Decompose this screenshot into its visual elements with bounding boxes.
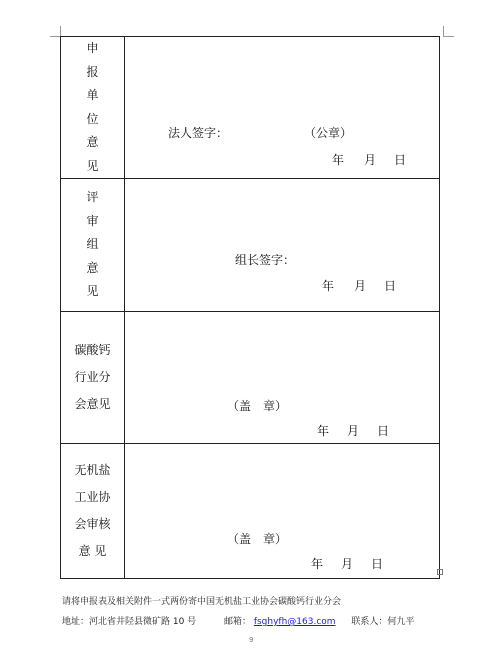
label-char: 审 bbox=[86, 213, 99, 228]
stamp-label: （盖 章） bbox=[227, 399, 288, 413]
date-day: 日 bbox=[377, 424, 390, 438]
team-leader-signature-label: 组长签字： bbox=[235, 253, 296, 267]
label-char: 见 bbox=[86, 158, 99, 173]
label-line: 会意见 bbox=[74, 397, 111, 411]
footer-email-label: 邮箱： bbox=[223, 617, 251, 627]
legal-rep-signature-label: 法人签字： bbox=[168, 126, 229, 140]
label-line: 意 见 bbox=[78, 544, 107, 558]
date-year: 年 bbox=[311, 557, 324, 571]
label-line: 会审核 bbox=[74, 517, 111, 531]
date-day: 日 bbox=[394, 153, 407, 167]
association-review-row bbox=[61, 444, 440, 579]
label-char: 申 bbox=[86, 41, 99, 55]
official-seal-label: （公章） bbox=[304, 126, 353, 140]
date-month: 月 bbox=[347, 424, 360, 438]
applicant-opinion-label bbox=[61, 37, 125, 179]
footer-email-link[interactable]: fsghyfh@163.com bbox=[253, 617, 336, 627]
date-year: 年 bbox=[317, 424, 330, 438]
date-year: 年 bbox=[332, 153, 345, 167]
date-year: 年 bbox=[322, 279, 335, 293]
date-day: 日 bbox=[371, 557, 384, 571]
applicant-opinion-content[interactable] bbox=[125, 37, 440, 179]
branch-opinion-label bbox=[61, 312, 125, 444]
label-line: 碳酸钙 bbox=[74, 343, 111, 357]
page-margin-corner-right bbox=[443, 26, 454, 37]
label-char: 见 bbox=[86, 284, 99, 299]
date-month: 月 bbox=[354, 279, 367, 293]
label-char: 报 bbox=[86, 64, 99, 79]
date-day: 日 bbox=[384, 279, 397, 293]
label-char: 组 bbox=[86, 237, 99, 252]
footer-contact-line bbox=[62, 614, 414, 627]
label-line: 工业协 bbox=[74, 490, 111, 504]
label-char: 意 bbox=[86, 260, 99, 275]
association-review-content[interactable] bbox=[125, 444, 440, 579]
footer-instruction: 请将申报表及相关附件一式两份寄中国无机盐工业协会碳酸钙行业分会 bbox=[62, 597, 342, 607]
label-char: 评 bbox=[86, 190, 99, 205]
label-char: 意 bbox=[86, 135, 99, 149]
table-resize-handle[interactable] bbox=[437, 569, 443, 575]
review-team-opinion-row bbox=[61, 179, 440, 312]
date-month: 月 bbox=[341, 557, 354, 571]
label-char: 单 bbox=[86, 88, 99, 102]
date-month: 月 bbox=[364, 153, 377, 167]
branch-opinion-content[interactable] bbox=[125, 312, 440, 444]
stamp-label: （盖 章） bbox=[227, 532, 288, 546]
page-number: 9 bbox=[249, 636, 254, 644]
branch-opinion-row bbox=[61, 312, 440, 444]
review-team-opinion-label bbox=[61, 179, 125, 312]
label-char: 位 bbox=[86, 111, 99, 126]
label-line: 无机盐 bbox=[74, 463, 111, 477]
label-line: 行业分 bbox=[74, 370, 111, 384]
footer-address: 地址：河北省井陉县微矿路 10 号 bbox=[62, 617, 197, 627]
association-review-label bbox=[61, 444, 125, 579]
review-team-opinion-content[interactable] bbox=[125, 179, 440, 312]
footer-contact-person: 联系人：何九平 bbox=[351, 617, 415, 627]
opinion-form-table bbox=[60, 36, 440, 579]
applicant-opinion-row bbox=[61, 37, 440, 179]
